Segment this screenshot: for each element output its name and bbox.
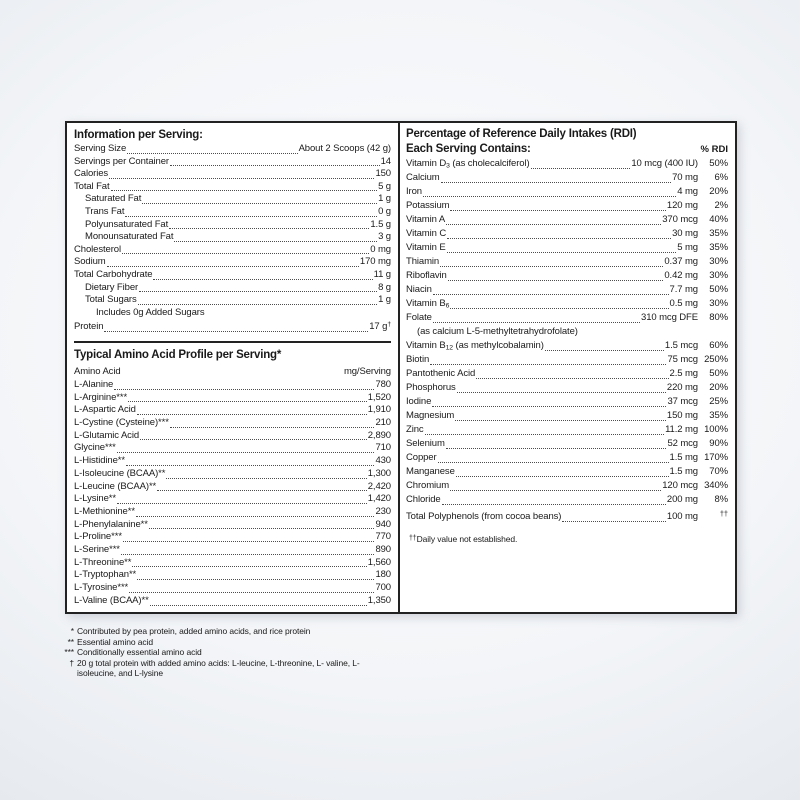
footnote-text: Essential amino acid [77, 636, 153, 647]
amino-label: L-Cystine (Cysteine)*** [74, 417, 169, 429]
dotted-leader [166, 478, 366, 479]
rdi-percent: 30% [709, 256, 728, 267]
rdi-percent: 40% [709, 214, 728, 225]
rdi-label: Chromium [406, 480, 450, 491]
amino-value: 1,910 [367, 404, 391, 416]
footnote [58, 637, 389, 648]
rdi-percent: 50% [709, 284, 728, 295]
dotted-leader [127, 153, 297, 154]
rdi-value: 70 mg [672, 172, 698, 183]
rdi-value: 2.5 mg [669, 368, 698, 379]
dotted-leader [562, 521, 666, 522]
rdi-percent: 250% [704, 354, 728, 365]
rdi-value: 52 mcg [667, 438, 698, 449]
amino-row [74, 417, 391, 430]
info-label: Protein [74, 321, 104, 333]
amino-row [74, 569, 391, 582]
rdi-percent: 25% [709, 396, 728, 407]
rdi-label: Vitamin C [406, 228, 447, 239]
info-value: 1 g [378, 294, 391, 306]
dotted-leader [128, 401, 367, 402]
rdi-label: Vitamin A [406, 214, 446, 225]
rdi-percent: 35% [709, 410, 728, 421]
rdi-label: Manganese [406, 466, 455, 477]
rdi-value: 30 mg [672, 228, 698, 239]
rdi-percent: 70% [709, 466, 728, 477]
info-label: Saturated Fat [85, 193, 142, 205]
info-row [74, 307, 391, 320]
info-value: About 2 Scoops (42 g) [298, 143, 391, 154]
amino-label: L-Leucine (BCAA)** [74, 480, 157, 492]
info-label: Total Carbohydrate [74, 268, 153, 280]
rdi-row [406, 507, 728, 524]
amino-row [74, 430, 391, 443]
amino-row [74, 493, 391, 506]
dotted-leader [114, 389, 374, 390]
info-row [74, 206, 391, 219]
footnote-marker: † [69, 657, 74, 668]
dotted-leader [153, 279, 372, 280]
amino-label: L-Histidine** [74, 455, 125, 467]
dotted-leader [450, 490, 661, 491]
amino-label: L-Proline*** [74, 531, 122, 543]
info-value: 14 [380, 155, 391, 167]
amino-label: L-Aspartic Acid [74, 404, 136, 416]
amino-row [74, 557, 391, 570]
info-row [74, 193, 391, 206]
amino-value: 430 [375, 455, 391, 467]
rdi-value: 100 mg [666, 511, 698, 522]
rdi-row [406, 395, 728, 409]
rdi-row [406, 227, 728, 241]
dotted-leader [109, 178, 374, 179]
rdi-percent: 35% [709, 228, 728, 239]
rdi-value: 310 mcg DFE [641, 312, 698, 323]
amino-label: L-Arginine*** [74, 391, 128, 403]
rdi-percent: †† [719, 509, 728, 518]
rdi-value: 120 mg [666, 200, 698, 211]
dotted-leader [174, 241, 377, 242]
dotted-leader [447, 238, 671, 239]
rdi-row [406, 339, 728, 353]
rdi-row [406, 297, 728, 311]
rdi-row [406, 199, 728, 213]
rdi-value: 5 mg [677, 242, 698, 253]
amino-acid-column-headers [74, 365, 391, 379]
amino-row [74, 519, 391, 532]
rdi-percent: 50% [709, 158, 728, 169]
rdi-label: Pantothenic Acid [406, 368, 476, 379]
info-row [74, 269, 391, 282]
info-label: Dietary Fiber [85, 281, 139, 293]
info-value: 1 g [378, 193, 391, 205]
rdi-percent: 50% [709, 368, 728, 379]
info-label: Cholesterol [74, 243, 121, 255]
rdi-label: Biotin [406, 354, 430, 365]
rdi-row [406, 157, 728, 171]
rdi-row [406, 437, 728, 451]
dotted-leader [457, 392, 666, 393]
rdi-row [406, 325, 728, 339]
rdi-percent: 100% [704, 424, 728, 435]
nutrition-label-panel [65, 121, 737, 614]
amino-value: 770 [375, 531, 391, 543]
rdi-value: 200 mg [666, 494, 698, 505]
rdi-value: 150 mg [666, 410, 698, 421]
rdi-percent: 170% [704, 452, 728, 463]
rdi-percent: 90% [709, 438, 728, 449]
rdi-label: Riboflavin [406, 270, 447, 281]
amino-label: L-Threonine** [74, 556, 132, 568]
rdi-percent: 30% [709, 298, 728, 309]
rdi-subheader-row [406, 142, 728, 157]
amino-label: L-Alanine [74, 378, 114, 390]
dotted-leader [441, 182, 671, 183]
info-row [74, 282, 391, 295]
rdi-row [406, 367, 728, 381]
dotted-leader [123, 541, 375, 542]
rdi-label: Vitamin $B_6$ [406, 298, 450, 310]
info-row [74, 181, 391, 194]
rdi-row [406, 493, 728, 507]
dotted-leader [129, 592, 374, 593]
info-row [74, 219, 391, 232]
amino-row [74, 455, 391, 468]
rdi-row [406, 241, 728, 255]
amino-acid-column-label: Amino Acid [74, 365, 121, 377]
dotted-leader [169, 228, 369, 229]
dotted-leader [446, 448, 667, 449]
info-row [74, 294, 391, 307]
dotted-leader [137, 414, 367, 415]
rdi-value: 4 mg [677, 186, 698, 197]
amino-label: L-Lysine** [74, 493, 116, 505]
amino-value: 940 [375, 518, 391, 530]
rdi-label: Vitamin E [406, 242, 446, 253]
info-label: Monounsaturated Fat [85, 231, 174, 243]
rdi-label: Zinc [406, 424, 424, 435]
rdi-label: Selenium [406, 438, 445, 449]
dotted-leader [142, 203, 377, 204]
dotted-leader [149, 528, 375, 529]
rdi-value: 1.5 mg [669, 452, 698, 463]
info-row [74, 256, 391, 269]
info-row [74, 143, 391, 156]
dotted-leader [448, 280, 664, 281]
rdi-row [406, 479, 728, 493]
dotted-leader [531, 168, 631, 169]
rdi-footnote [406, 534, 728, 544]
amino-acid-section [74, 348, 391, 608]
rdi-value: 7.7 mg [669, 284, 698, 295]
rdi-percent: 340% [704, 480, 728, 491]
rdi-footnote-text: Daily value not established. [416, 534, 518, 544]
info-label: Calories [74, 168, 109, 180]
rdi-label: Potassium [406, 200, 450, 211]
amino-value: 890 [375, 544, 391, 556]
rdi-percent: 80% [709, 312, 728, 323]
amino-label: L-Isoleucine (BCAA)** [74, 467, 166, 479]
info-row [74, 231, 391, 244]
dotted-leader [425, 434, 665, 435]
rdi-label: Folate [406, 312, 432, 323]
dotted-leader [432, 406, 666, 407]
amino-acid-header: Typical Amino Acid Profile per Serving* [74, 348, 282, 361]
dotted-leader [433, 294, 669, 295]
percent-rdi-column-header: % RDI [700, 144, 728, 155]
amino-row [74, 468, 391, 481]
dotted-leader [157, 490, 367, 491]
info-row [74, 168, 391, 181]
amino-row [74, 379, 391, 392]
rdi-percent: 6% [714, 172, 728, 183]
rdi-value: 1.5 mcg [664, 340, 698, 351]
dotted-leader [137, 579, 374, 580]
bottom-footnotes [58, 626, 389, 679]
amino-value: 700 [375, 582, 391, 594]
info-value: 5 g [378, 180, 391, 192]
amino-row [74, 582, 391, 595]
rdi-label: Magnesium [406, 410, 455, 421]
rdi-percent: 30% [709, 270, 728, 281]
rdi-row [406, 423, 728, 437]
amino-value: 2,890 [367, 429, 391, 441]
rdi-percent: 8% [714, 494, 728, 505]
rdi-label: Phosphorus [406, 382, 456, 393]
rdi-row [406, 283, 728, 297]
info-label: Serving Size [74, 143, 127, 154]
amino-row [74, 442, 391, 455]
dotted-leader [450, 210, 665, 211]
dotted-leader [111, 190, 378, 191]
amino-value: 1,350 [367, 594, 391, 606]
dotted-leader [121, 554, 375, 555]
dotted-leader [476, 378, 668, 379]
amino-label: L-Phenylalanine** [74, 518, 148, 530]
rdi-row [406, 269, 728, 283]
rdi-label: Niacin [406, 284, 432, 295]
rdi-percent: 35% [709, 242, 728, 253]
rdi-row [406, 465, 728, 479]
dotted-leader [138, 304, 377, 305]
amino-row [74, 544, 391, 557]
rdi-percent: 60% [709, 340, 728, 351]
rdi-value: 0.37 mg [664, 256, 698, 267]
footnote-marker: ** [67, 636, 74, 647]
amino-value: 230 [375, 505, 391, 517]
rdi-value: 37 mcg [667, 396, 698, 407]
rdi-row [406, 353, 728, 367]
rdi-value: 0.42 mg [664, 270, 698, 281]
rdi-row [406, 409, 728, 423]
amino-value: 1,520 [367, 391, 391, 403]
dotted-leader [545, 350, 664, 351]
rdi-label: Thiamin [406, 256, 440, 267]
rdi-value: 220 mg [666, 382, 698, 393]
rdi-value: 0.5 mg [669, 298, 698, 309]
footnote-text: 20 g total protein with added amino acids: L-leucine, L-threonine, L- valine, L-isoleucine, and L-lysine [77, 657, 360, 679]
rdi-label: Vitamin $D_3$ (as cholecalciferol) [406, 158, 530, 170]
footnote [58, 658, 389, 679]
amino-value: 210 [375, 417, 391, 429]
amino-acid-column-unit: mg/Serving [343, 365, 391, 377]
dotted-leader [136, 516, 375, 517]
amino-value: 780 [375, 378, 391, 390]
info-row [74, 244, 391, 257]
footnote [58, 626, 389, 637]
dotted-leader [150, 605, 367, 606]
rdi-label: Chloride [406, 494, 441, 505]
rdi-value: 75 mcg [667, 354, 698, 365]
rdi-value: 120 mcg [662, 480, 698, 491]
rdi-row [406, 171, 728, 185]
info-value: 150 [375, 168, 391, 180]
amino-value: 1,560 [367, 556, 391, 568]
dotted-leader [170, 427, 375, 428]
rdi-header: Percentage of Reference Daily Intakes (RDI) [406, 128, 637, 140]
rdi-row [406, 185, 728, 199]
info-label: Sodium [74, 256, 106, 268]
footnote [58, 647, 389, 658]
dotted-leader [450, 308, 668, 309]
amino-row [74, 481, 391, 494]
rdi-value: 11.2 mg [665, 424, 698, 435]
dotted-leader [125, 216, 377, 217]
amino-label: L-Serine*** [74, 544, 120, 556]
dotted-leader [170, 165, 380, 166]
dotted-leader [117, 503, 367, 504]
rdi-label: Vitamin $B_{12}$ (as methylcobalamin) [406, 340, 544, 352]
info-row [74, 319, 391, 334]
rdi-value: 1.5 mg [669, 466, 698, 477]
info-label: Includes 0g Added Sugars [96, 306, 205, 318]
info-value: 170 mg [359, 256, 391, 268]
amino-row [74, 595, 391, 608]
dotted-leader [430, 364, 666, 365]
rdi-label: Copper [406, 452, 437, 463]
information-column [67, 123, 400, 612]
dotted-leader [456, 476, 669, 477]
amino-row [74, 531, 391, 544]
rdi-row [406, 381, 728, 395]
amino-label: L-Tryptophan** [74, 569, 137, 581]
amino-row [74, 392, 391, 405]
amino-value: 1,420 [367, 493, 391, 505]
dotted-leader [440, 266, 663, 267]
info-value: 3 g [378, 231, 391, 243]
rdi-label: Total Polyphenols (from cocoa beans) [406, 511, 562, 522]
rdi-column [400, 123, 735, 612]
section-divider-rule [74, 341, 391, 343]
amino-label: Glycine*** [74, 442, 116, 454]
rdi-label: Iodine [406, 396, 432, 407]
rdi-row [406, 451, 728, 465]
info-label: Total Sugars [85, 294, 137, 306]
amino-label: L-Tyrosine*** [74, 582, 129, 594]
each-serving-contains-label: Each Serving Contains: [406, 143, 531, 155]
amino-value: 2,420 [367, 480, 391, 492]
amino-value: 180 [375, 569, 391, 581]
amino-value: 1,300 [367, 467, 391, 479]
rdi-value: 370 mcg [662, 214, 698, 225]
dotted-leader [438, 462, 669, 463]
dotted-leader [433, 322, 640, 323]
rdi-label: Calcium [406, 172, 440, 183]
info-value: 8 g [378, 281, 391, 293]
dotted-leader [139, 291, 377, 292]
info-value: 11 g [373, 268, 391, 280]
info-label: Trans Fat [85, 205, 125, 217]
amino-label: L-Glutamic Acid [74, 429, 140, 441]
rdi-row [406, 255, 728, 269]
dotted-leader [442, 504, 666, 505]
dotted-leader [104, 331, 368, 332]
rdi-row [406, 213, 728, 227]
amino-label: L-Valine (BCAA)** [74, 594, 149, 606]
dotted-leader [132, 566, 366, 567]
rdi-percent: 20% [709, 186, 728, 197]
dotted-leader [117, 452, 375, 453]
footnote-marker: *** [64, 647, 74, 658]
footnote-text: Contributed by pea protein, added amino acids, and rice protein [77, 626, 311, 636]
information-header: Information per Serving: [74, 129, 203, 141]
rdi-label: Iron [406, 186, 422, 197]
footnote-marker: * [70, 626, 74, 636]
rdi-percent: 2% [714, 200, 728, 211]
amino-label: L-Methionine** [74, 505, 135, 517]
rdi-rows [406, 157, 728, 524]
amino-acid-rows [74, 379, 391, 608]
dotted-leader [107, 266, 359, 267]
dotted-leader [455, 420, 666, 421]
rdi-percent: 20% [709, 382, 728, 393]
rdi-value: 10 mcg (400 IU) [631, 158, 698, 169]
dotted-leader [122, 253, 369, 254]
info-row [74, 156, 391, 169]
rdi-row [406, 311, 728, 325]
info-label: Servings per Container [74, 155, 169, 167]
rdi-label: (as calcium L-5-methyltetrahydrofolate) [417, 326, 578, 337]
dotted-leader [126, 465, 374, 466]
dotted-leader [446, 224, 661, 225]
amino-row [74, 506, 391, 519]
footnote-text: Conditionally essential amino acid [77, 647, 202, 658]
rdi-footnote-marker: †† [409, 535, 417, 542]
info-value: 0 g [378, 205, 391, 217]
dotted-leader [140, 439, 367, 440]
info-label: Polyunsaturated Fat [85, 218, 169, 230]
information-rows [74, 143, 391, 334]
amino-value: 710 [375, 442, 391, 454]
info-label: Total Fat [74, 180, 110, 192]
amino-row [74, 404, 391, 417]
info-value: 0 mg [370, 243, 391, 255]
dotted-leader [423, 196, 676, 197]
info-value: 1.5 g [370, 218, 391, 230]
dotted-leader [447, 252, 677, 253]
info-value: 17 g† [369, 321, 391, 333]
